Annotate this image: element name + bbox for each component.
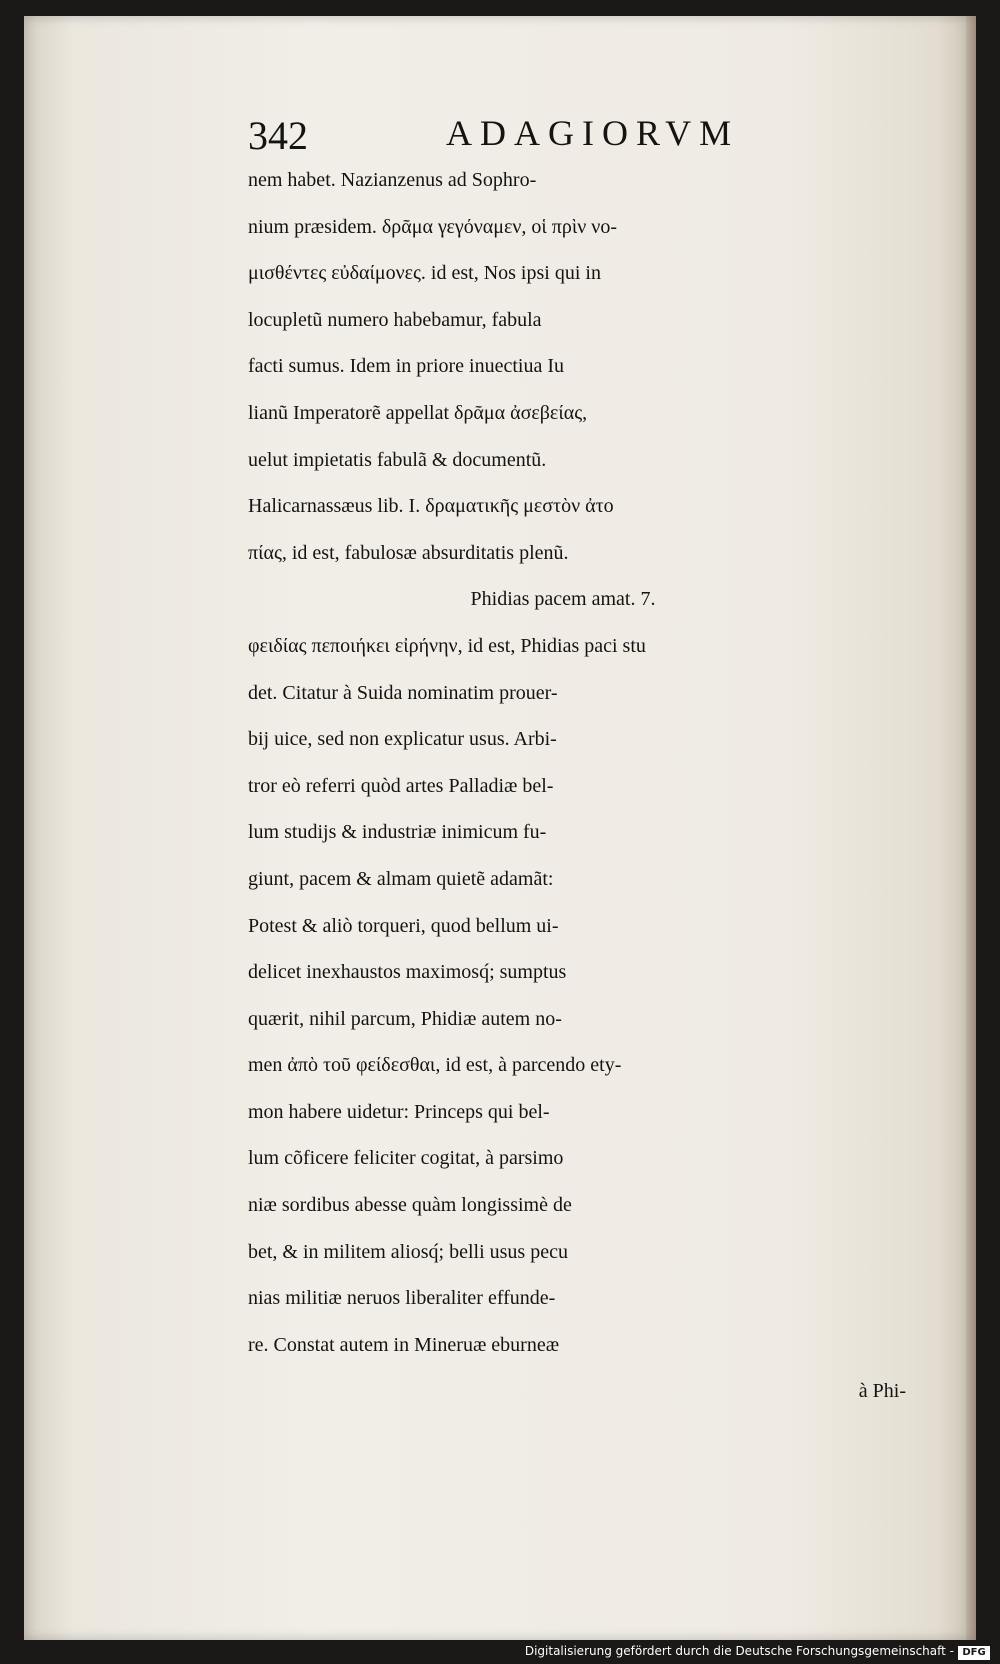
catchword: à Phi-: [858, 1380, 906, 1403]
text-line: tror eò referri quòd artes Palladiæ bel-: [248, 774, 554, 797]
text-line: men ἀπὸ τοῦ φείδεσθαι, id est, à parcendo ety-: [248, 1054, 622, 1077]
text-block: [248, 157, 948, 1415]
text-line: Potest & aliò torqueri, quod bellum ui-: [248, 914, 559, 937]
text-line: Halicarnassæus lib. I. δραματικῆς μεστὸν ἀτο: [248, 495, 614, 518]
dfg-logo: DFG: [958, 1646, 990, 1660]
text-line: πίας, id est, fabulosæ absurditatis plenũ.: [248, 541, 569, 564]
text-line: uelut impietatis fabulã & documentũ.: [248, 448, 547, 471]
text-line: nias militiæ neruos liberaliter effunde-: [248, 1287, 556, 1310]
text-line: nium præsidem. δρᾶμα γεγόναμεν, οἱ πρὶν νο-: [248, 215, 617, 238]
text-line: niæ sordibus abesse quàm longissimè de: [248, 1194, 572, 1217]
text-line: φειδίας πεποιήκει εἰρήνην, id est, Phidias paci stu: [248, 634, 646, 657]
text-line: bij uice, sed non explicatur usus. Arbi-: [248, 728, 557, 751]
text-line: μισθέντες εὐδαίμονες. id est, Nos ipsi qui in: [248, 262, 601, 285]
running-title: ADAGIORVM: [446, 113, 740, 153]
digitization-credit: Digitalisierung gefördert durch die Deutsche Forschungsgemeinschaft -: [524, 1644, 954, 1658]
text-line: locupletũ numero habebamur, fabula: [248, 308, 542, 331]
text-line: mon habere uidetur: Princeps qui bel-: [248, 1100, 550, 1123]
page-number: 342: [248, 113, 308, 158]
page-edge: [966, 16, 976, 1640]
text-line: lum studijs & industriæ inimicum fu-: [248, 821, 547, 844]
text-line: quærit, nihil parcum, Phidiæ autem no-: [248, 1007, 562, 1030]
text-line: nem habet. Nazianzenus ad Sophro-: [248, 169, 537, 191]
text-line: giunt, pacem & almam quietẽ adamãt:: [248, 867, 554, 890]
text-line: bet, & in militem aliosq́; belli usus pecu: [248, 1240, 568, 1263]
text-line: re. Constat autem in Mineruæ eburneæ: [248, 1333, 560, 1356]
text-line: delicet inexhaustos maximosq́; sumptus: [248, 961, 567, 984]
text-line: lianũ Imperatorẽ appellat δρᾶμα ἀσεβείας,: [248, 401, 588, 424]
text-line: lum cõficere feliciter cogitat, à parsimo: [248, 1147, 564, 1170]
adage-heading: Phidias pacem amat. 7.: [470, 588, 656, 611]
text-line: facti sumus. Idem in priore inuectiua Iu: [248, 355, 565, 378]
text-line: det. Citatur à Suida nominatim prouer-: [248, 681, 558, 704]
